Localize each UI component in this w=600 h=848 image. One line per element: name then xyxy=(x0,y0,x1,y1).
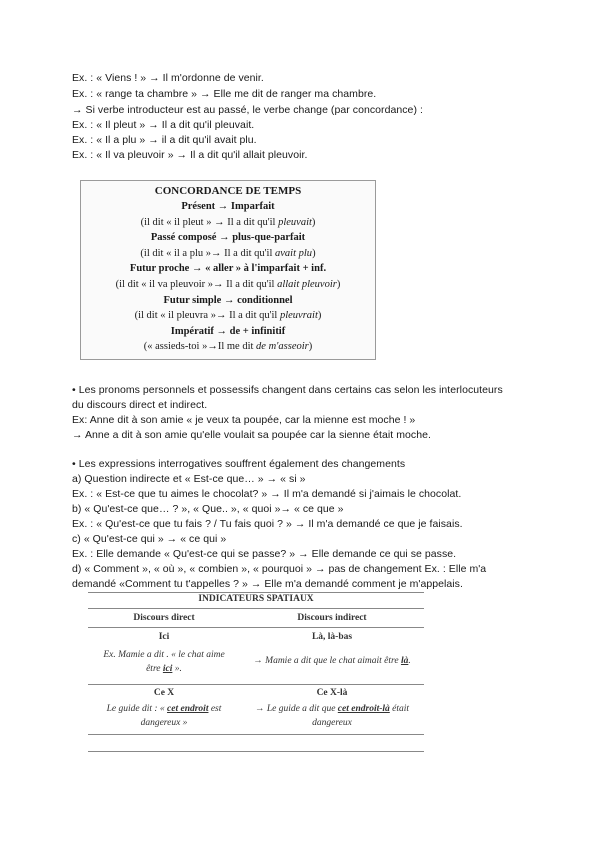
table-rule xyxy=(88,684,424,685)
intro-line: → Si verbe introducteur est au passé, le verbe change (par concordance) : xyxy=(72,104,423,116)
rule-futur-proche: Futur proche → « aller » à l'imparfait + inf. xyxy=(129,263,327,275)
table-rule xyxy=(88,751,424,752)
indirect-word-la: Là, là-bas xyxy=(311,632,353,642)
interrog-line: Ex. : « Est-ce que tu aimes le chocolat? » → Il m'a demandé si j'aimais le chocolat. xyxy=(72,488,462,500)
interrog-line: • Les expressions interrogatives souffrent également des changements xyxy=(72,458,406,470)
spatial-indicators-table xyxy=(88,592,424,752)
table-rule xyxy=(88,592,424,593)
direct-example-ce-x: Le guide dit : « cet endroit est dangereux » xyxy=(106,704,222,728)
example-futur-proche: (il dit « il va pleuvoir »→ Il a dit qu'il allait pleuvoir) xyxy=(115,278,341,290)
table-rule xyxy=(88,608,424,609)
intro-line: Ex. : « range ta chambre » → Elle me dit de ranger ma chambre. xyxy=(72,88,377,100)
intro-line: Ex. : « Il va pleuvoir » → Il a dit qu'il allait pleuvoir. xyxy=(72,149,308,161)
interrog-line: d) « Comment », « où », « combien », « pourquoi » → pas de changement Ex. : Elle m'a xyxy=(72,563,487,575)
pronouns-line: → Anne a dit à son amie qu'elle voulait sa poupée car la sienne était moche. xyxy=(72,429,431,441)
rule-imperatif: Impératif → de + infinitif xyxy=(170,325,286,337)
table-rule xyxy=(88,734,424,735)
table-rule xyxy=(88,627,424,628)
interrog-line: c) « Qu'est-ce qui » → « ce qui » xyxy=(72,533,227,545)
column-header-indirect: Discours indirect xyxy=(297,613,367,623)
pronouns-line: du discours direct et indirect. xyxy=(72,399,208,411)
example-imperatif: (« assieds-toi »→Il me dit de m'asseoir) xyxy=(143,341,313,353)
interrog-line: b) « Qu'est-ce que… ? », « Que.. », « quoi »→ « ce que » xyxy=(72,503,344,515)
intro-line: Ex. : « Il a plu » → il a dit qu'il avait plu. xyxy=(72,134,257,146)
indirect-example-ce-x-la: → Le guide a dit que cet endroit-là était dangereux xyxy=(254,704,410,728)
direct-example-ici: Ex. Mamie a dit . « le chat aime être ici ». xyxy=(103,650,225,674)
interrog-line: a) Question indirecte et « Est-ce que… » → « si » xyxy=(72,473,306,485)
interrog-line: Ex. : Elle demande « Qu'est-ce qui se passe? » → Elle demande ce qui se passe. xyxy=(72,548,457,560)
example-futur-simple: (il dit « il pleuvra »→ Il a dit qu'il pleuvrait) xyxy=(134,310,322,322)
concordance-title: CONCORDANCE DE TEMPS xyxy=(154,185,302,197)
concordance-box xyxy=(80,180,376,360)
intro-line: Ex. : « Il pleut » → Il a dit qu'il pleuvait. xyxy=(72,119,255,131)
rule-present: Présent → Imparfait xyxy=(181,201,275,212)
example-passe-compose: (il dit « il a plu »→ Il a dit qu'il avait plu) xyxy=(140,247,316,259)
intro-line: Ex. : « Viens ! » → Il m'ordonne de venir. xyxy=(72,72,264,84)
rule-passe-compose: Passé composé → plus-que-parfait xyxy=(150,232,306,244)
indirect-word-ce-x-la: Ce X-là xyxy=(316,688,348,698)
pronouns-line: • Les pronoms personnels et possessifs changent dans certains cas selon les interlocuteurs xyxy=(72,384,503,396)
column-header-direct: Discours direct xyxy=(133,613,195,623)
direct-word-ce-x: Ce X xyxy=(153,688,175,698)
pronouns-line: Ex: Anne dit à son amie « je veux ta poupée, car la mienne est moche ! » xyxy=(72,414,416,426)
table-title: INDICATEURS SPATIAUX xyxy=(198,594,314,604)
indirect-example-la: → Mamie a dit que le chat aimait être là. xyxy=(253,656,411,666)
rule-futur-simple: Futur simple → conditionnel xyxy=(163,294,293,306)
example-present: (il dit « il pleut » → Il a dit qu'il pleuvait) xyxy=(140,216,316,228)
interrog-line: Ex. : « Qu'est-ce que tu fais ? / Tu fais quoi ? » → Il m'a demandé ce que je faisais. xyxy=(72,518,463,530)
interrog-line: demandé «Comment tu t'appelles ? » → Elle m'a demandé comment je m'appelais. xyxy=(72,578,463,590)
direct-word-ici: Ici xyxy=(158,632,170,642)
